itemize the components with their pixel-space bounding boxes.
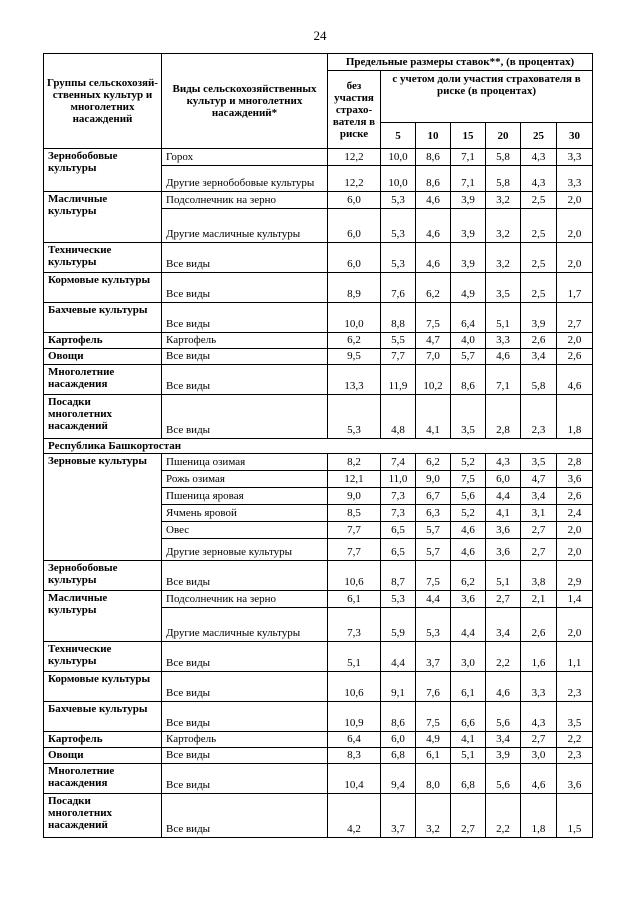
table-row	[44, 333, 593, 349]
rate-cell: 2,0	[557, 522, 593, 539]
group-name-cell: Картофель	[44, 333, 162, 349]
rate-cell: 5,3	[381, 192, 416, 209]
header-with-share: с учетом доли участия страхователя в риске (в процентах)	[381, 71, 593, 123]
rate-cell: 1,6	[521, 642, 557, 672]
table-row	[44, 702, 593, 732]
rate-cell: 6,1	[451, 672, 486, 702]
rate-cell: 4,1	[451, 732, 486, 748]
rate-cell: 8,8	[381, 303, 416, 333]
rate-cell: 2,3	[557, 748, 593, 764]
kind-cell: Подсолнечник на зерно	[162, 591, 328, 608]
rate-cell: 7,5	[416, 561, 451, 591]
kind-cell: Другие зерновые культуры	[162, 539, 328, 561]
table-row	[44, 365, 593, 395]
rate-cell: 2,8	[486, 395, 521, 439]
rate-cell: 2,4	[557, 505, 593, 522]
rate-cell: 4,6	[416, 209, 451, 243]
rate-cell: 5,3	[381, 209, 416, 243]
rate-cell: 8,2	[328, 454, 381, 471]
rate-cell: 7,6	[381, 273, 416, 303]
rate-cell: 9,0	[416, 471, 451, 488]
rate-cell: 1,7	[557, 273, 593, 303]
kind-cell: Все виды	[162, 273, 328, 303]
kind-cell: Все виды	[162, 365, 328, 395]
kind-cell: Картофель	[162, 732, 328, 748]
rate-cell: 2,0	[557, 243, 593, 273]
kind-cell: Ячмень яровой	[162, 505, 328, 522]
rate-cell: 4,7	[521, 471, 557, 488]
rate-cell: 5,1	[328, 642, 381, 672]
rate-cell: 1,4	[557, 591, 593, 608]
rate-cell: 1,1	[557, 642, 593, 672]
rate-cell: 2,6	[521, 333, 557, 349]
rate-cell: 3,2	[486, 243, 521, 273]
group-name-cell: Масличные культуры	[44, 591, 162, 642]
group-name-cell: Зернобобовые культуры	[44, 149, 162, 192]
kind-cell: Пшеница яровая	[162, 488, 328, 505]
group-name-cell: Масличные культуры	[44, 192, 162, 243]
rate-cell: 6,8	[381, 748, 416, 764]
rate-cell: 4,9	[416, 732, 451, 748]
rate-cell: 6,1	[416, 748, 451, 764]
rate-cell: 4,6	[521, 764, 557, 794]
rate-cell: 3,9	[451, 192, 486, 209]
rate-cell: 8,9	[328, 273, 381, 303]
table-row	[44, 349, 593, 365]
rate-cell: 10,2	[416, 365, 451, 395]
rate-cell: 8,0	[416, 764, 451, 794]
rate-cell: 6,6	[451, 702, 486, 732]
rate-cell: 10,0	[381, 166, 416, 192]
rate-cell: 5,3	[416, 608, 451, 642]
rate-cell: 6,4	[328, 732, 381, 748]
header-share-level: 10	[416, 123, 451, 149]
rate-cell: 2,6	[557, 349, 593, 365]
rate-cell: 5,3	[328, 395, 381, 439]
group-name-cell: Многолетние насаждения	[44, 365, 162, 395]
rate-cell: 6,5	[381, 539, 416, 561]
rate-cell: 5,2	[451, 454, 486, 471]
rate-cell: 3,3	[557, 149, 593, 166]
rate-cell: 3,6	[557, 471, 593, 488]
rate-cell: 3,6	[486, 522, 521, 539]
rate-cell: 4,4	[416, 591, 451, 608]
group-name-cell: Технические культуры	[44, 642, 162, 672]
rate-cell: 5,1	[486, 303, 521, 333]
table-row	[44, 748, 593, 764]
rate-cell: 8,6	[416, 149, 451, 166]
rate-cell: 13,3	[328, 365, 381, 395]
rate-cell: 3,9	[521, 303, 557, 333]
rate-cell: 3,6	[557, 764, 593, 794]
table-row	[44, 561, 593, 591]
rate-cell: 6,2	[416, 273, 451, 303]
rate-cell: 6,7	[416, 488, 451, 505]
table-body	[44, 149, 593, 838]
rate-cell: 3,0	[451, 642, 486, 672]
header-share-level: 30	[557, 123, 593, 149]
rate-cell: 3,9	[451, 243, 486, 273]
rate-cell: 12,2	[328, 166, 381, 192]
rate-cell: 3,7	[381, 794, 416, 838]
rate-cell: 3,2	[486, 192, 521, 209]
rate-cell: 4,9	[451, 273, 486, 303]
rate-cell: 3,7	[416, 642, 451, 672]
rate-cell: 2,7	[451, 794, 486, 838]
rate-cell: 2,0	[557, 608, 593, 642]
rate-cell: 4,7	[416, 333, 451, 349]
rate-cell: 5,3	[381, 591, 416, 608]
rate-cell: 4,3	[521, 702, 557, 732]
rate-cell: 8,6	[381, 702, 416, 732]
rate-cell: 3,3	[486, 333, 521, 349]
rate-cell: 4,4	[486, 488, 521, 505]
rate-cell: 8,5	[328, 505, 381, 522]
rate-cell: 7,7	[381, 349, 416, 365]
rate-cell: 3,6	[451, 591, 486, 608]
rate-cell: 4,6	[416, 192, 451, 209]
rate-cell: 5,7	[416, 522, 451, 539]
rate-cell: 1,5	[557, 794, 593, 838]
rate-cell: 5,8	[486, 149, 521, 166]
kind-cell: Все виды	[162, 702, 328, 732]
rate-cell: 4,8	[381, 395, 416, 439]
rate-cell: 5,1	[451, 748, 486, 764]
kind-cell: Горох	[162, 149, 328, 166]
rate-cell: 2,0	[557, 333, 593, 349]
table-row	[44, 454, 593, 471]
rate-cell: 10,9	[328, 702, 381, 732]
header-share-level: 15	[451, 123, 486, 149]
rate-cell: 9,1	[381, 672, 416, 702]
rate-cell: 5,8	[486, 166, 521, 192]
rate-cell: 6,0	[328, 192, 381, 209]
rate-cell: 2,0	[557, 192, 593, 209]
group-name-cell: Картофель	[44, 732, 162, 748]
rate-cell: 3,2	[416, 794, 451, 838]
kind-cell: Другие масличные культуры	[162, 608, 328, 642]
rate-cell: 2,7	[521, 522, 557, 539]
rate-cell: 3,2	[486, 209, 521, 243]
kind-cell: Все виды	[162, 303, 328, 333]
rate-cell: 2,2	[486, 794, 521, 838]
group-name-cell: Технические культуры	[44, 243, 162, 273]
rate-cell: 4,3	[486, 454, 521, 471]
rate-cell: 8,6	[416, 166, 451, 192]
table-row	[44, 149, 593, 166]
rate-cell: 7,5	[416, 702, 451, 732]
rate-cell: 3,9	[451, 209, 486, 243]
rate-cell: 6,0	[328, 243, 381, 273]
rate-cell: 2,7	[486, 591, 521, 608]
kind-cell: Все виды	[162, 794, 328, 838]
table-row	[44, 243, 593, 273]
group-name-cell: Бахчевые культуры	[44, 303, 162, 333]
group-name-cell: Бахчевые культуры	[44, 702, 162, 732]
rate-cell: 5,6	[486, 764, 521, 794]
rate-cell: 7,3	[381, 488, 416, 505]
rate-cell: 2,1	[521, 591, 557, 608]
rate-cell: 5,6	[451, 488, 486, 505]
rate-cell: 6,1	[328, 591, 381, 608]
kind-cell: Все виды	[162, 748, 328, 764]
header-rates: Предельные размеры ставок**, (в процентах)	[328, 54, 593, 71]
table-row	[44, 192, 593, 209]
rate-cell: 4,6	[416, 243, 451, 273]
rate-cell: 3,3	[557, 166, 593, 192]
region-title: Республика Башкортостан	[44, 439, 593, 454]
rate-cell: 11,0	[381, 471, 416, 488]
rate-cell: 3,1	[521, 505, 557, 522]
rate-cell: 4,1	[486, 505, 521, 522]
rate-cell: 5,9	[381, 608, 416, 642]
table-row	[44, 642, 593, 672]
rate-cell: 3,8	[521, 561, 557, 591]
kind-cell: Все виды	[162, 395, 328, 439]
table-header	[44, 54, 593, 149]
header-kind: Виды сельскохозяйственных культур и многолетних насаждений*	[162, 54, 328, 149]
rate-cell: 4,4	[381, 642, 416, 672]
rate-cell: 5,3	[381, 243, 416, 273]
kind-cell: Подсолнечник на зерно	[162, 192, 328, 209]
header-group: Группы сельскохозяй-ственных культур и многолетних насаждений	[44, 54, 162, 149]
region-row	[44, 439, 593, 454]
rate-cell: 7,3	[381, 505, 416, 522]
rate-cell: 5,7	[451, 349, 486, 365]
rate-cell: 2,7	[521, 539, 557, 561]
rate-cell: 3,4	[521, 488, 557, 505]
rate-cell: 3,5	[486, 273, 521, 303]
rate-cell: 2,6	[557, 488, 593, 505]
kind-cell: Картофель	[162, 333, 328, 349]
rate-cell: 7,3	[328, 608, 381, 642]
rate-cell: 3,4	[486, 608, 521, 642]
rate-cell: 4,2	[328, 794, 381, 838]
rate-cell: 6,4	[451, 303, 486, 333]
rate-cell: 7,1	[451, 149, 486, 166]
rate-cell: 7,1	[486, 365, 521, 395]
rate-cell: 4,1	[416, 395, 451, 439]
rate-cell: 2,5	[521, 273, 557, 303]
page-number: 24	[313, 28, 327, 43]
rate-cell: 1,8	[557, 395, 593, 439]
header-share-level: 25	[521, 123, 557, 149]
table-row	[44, 732, 593, 748]
rate-cell: 3,6	[486, 539, 521, 561]
rate-cell: 5,7	[416, 539, 451, 561]
rate-cell: 4,6	[486, 672, 521, 702]
kind-cell: Все виды	[162, 642, 328, 672]
rate-cell: 2,9	[557, 561, 593, 591]
rate-cell: 7,4	[381, 454, 416, 471]
rate-cell: 12,2	[328, 149, 381, 166]
rate-cell: 2,0	[557, 539, 593, 561]
rate-cell: 5,8	[521, 365, 557, 395]
rate-cell: 12,1	[328, 471, 381, 488]
kind-cell: Овес	[162, 522, 328, 539]
rate-cell: 3,3	[521, 672, 557, 702]
rate-cell: 8,3	[328, 748, 381, 764]
rate-cell: 6,0	[486, 471, 521, 488]
table-row	[44, 764, 593, 794]
rate-cell: 6,5	[381, 522, 416, 539]
header-no-share: без участия страхо-вателя в риске	[328, 71, 381, 149]
rate-cell: 10,0	[381, 149, 416, 166]
rate-cell: 7,7	[328, 539, 381, 561]
rate-cell: 7,6	[416, 672, 451, 702]
rate-cell: 7,7	[328, 522, 381, 539]
rate-cell: 4,6	[486, 349, 521, 365]
rate-cell: 4,0	[451, 333, 486, 349]
rate-cell: 5,1	[486, 561, 521, 591]
rate-cell: 11,9	[381, 365, 416, 395]
rate-cell: 9,0	[328, 488, 381, 505]
rate-cell: 9,4	[381, 764, 416, 794]
kind-cell: Все виды	[162, 349, 328, 365]
rate-cell: 6,0	[328, 209, 381, 243]
rate-cell: 3,4	[486, 732, 521, 748]
rate-cell: 2,6	[521, 608, 557, 642]
kind-cell: Все виды	[162, 764, 328, 794]
rate-cell: 5,5	[381, 333, 416, 349]
rate-cell: 10,0	[328, 303, 381, 333]
table-row	[44, 794, 593, 838]
rate-cell: 2,5	[521, 209, 557, 243]
rate-cell: 2,0	[557, 209, 593, 243]
rate-cell: 3,9	[486, 748, 521, 764]
rate-cell: 2,3	[557, 672, 593, 702]
table-row	[44, 591, 593, 608]
group-name-cell: Зерновые культуры	[44, 454, 162, 561]
header-share-level: 20	[486, 123, 521, 149]
group-name-cell: Овощи	[44, 748, 162, 764]
group-name-cell: Зернобобовые культуры	[44, 561, 162, 591]
rate-cell: 4,3	[521, 149, 557, 166]
rate-cell: 8,6	[451, 365, 486, 395]
rate-cell: 9,5	[328, 349, 381, 365]
rate-cell: 2,7	[521, 732, 557, 748]
table-row	[44, 672, 593, 702]
group-name-cell: Овощи	[44, 349, 162, 365]
rate-cell: 2,7	[557, 303, 593, 333]
rate-cell: 3,5	[521, 454, 557, 471]
table-row	[44, 303, 593, 333]
rate-cell: 6,2	[451, 561, 486, 591]
rate-cell: 1,8	[521, 794, 557, 838]
rate-cell: 4,4	[451, 608, 486, 642]
rate-cell: 7,1	[451, 166, 486, 192]
rate-cell: 3,5	[451, 395, 486, 439]
rate-cell: 8,7	[381, 561, 416, 591]
insurance-rates-table	[43, 53, 593, 838]
rate-cell: 5,6	[486, 702, 521, 732]
rate-cell: 7,5	[451, 471, 486, 488]
rate-cell: 2,2	[486, 642, 521, 672]
rate-cell: 3,4	[521, 349, 557, 365]
rate-cell: 7,5	[416, 303, 451, 333]
group-name-cell: Посадки многолетних насаждений	[44, 794, 162, 838]
kind-cell: Другие зернобобовые культуры	[162, 166, 328, 192]
rate-cell: 6,0	[381, 732, 416, 748]
kind-cell: Другие масличные культуры	[162, 209, 328, 243]
rate-cell: 5,2	[451, 505, 486, 522]
table-row	[44, 395, 593, 439]
rate-cell: 6,3	[416, 505, 451, 522]
rate-cell: 6,2	[328, 333, 381, 349]
rate-cell: 2,5	[521, 192, 557, 209]
rate-cell: 3,0	[521, 748, 557, 764]
rate-cell: 10,4	[328, 764, 381, 794]
kind-cell: Рожь озимая	[162, 471, 328, 488]
rate-cell: 10,6	[328, 672, 381, 702]
rate-cell: 10,6	[328, 561, 381, 591]
rate-cell: 2,5	[521, 243, 557, 273]
kind-cell: Все виды	[162, 243, 328, 273]
rate-cell: 2,2	[557, 732, 593, 748]
rate-cell: 4,6	[451, 539, 486, 561]
rate-cell: 4,6	[451, 522, 486, 539]
rate-cell: 2,3	[521, 395, 557, 439]
group-name-cell: Многолетние насаждения	[44, 764, 162, 794]
group-name-cell: Посадки многолетних насаждений	[44, 395, 162, 439]
kind-cell: Пшеница озимая	[162, 454, 328, 471]
rate-cell: 7,0	[416, 349, 451, 365]
rate-cell: 4,6	[557, 365, 593, 395]
group-name-cell: Кормовые культуры	[44, 672, 162, 702]
rate-cell: 2,8	[557, 454, 593, 471]
table-row	[44, 273, 593, 303]
header-share-level: 5	[381, 123, 416, 149]
rate-cell: 4,3	[521, 166, 557, 192]
kind-cell: Все виды	[162, 672, 328, 702]
rate-cell: 6,2	[416, 454, 451, 471]
kind-cell: Все виды	[162, 561, 328, 591]
rate-cell: 3,5	[557, 702, 593, 732]
group-name-cell: Кормовые культуры	[44, 273, 162, 303]
rate-cell: 6,8	[451, 764, 486, 794]
